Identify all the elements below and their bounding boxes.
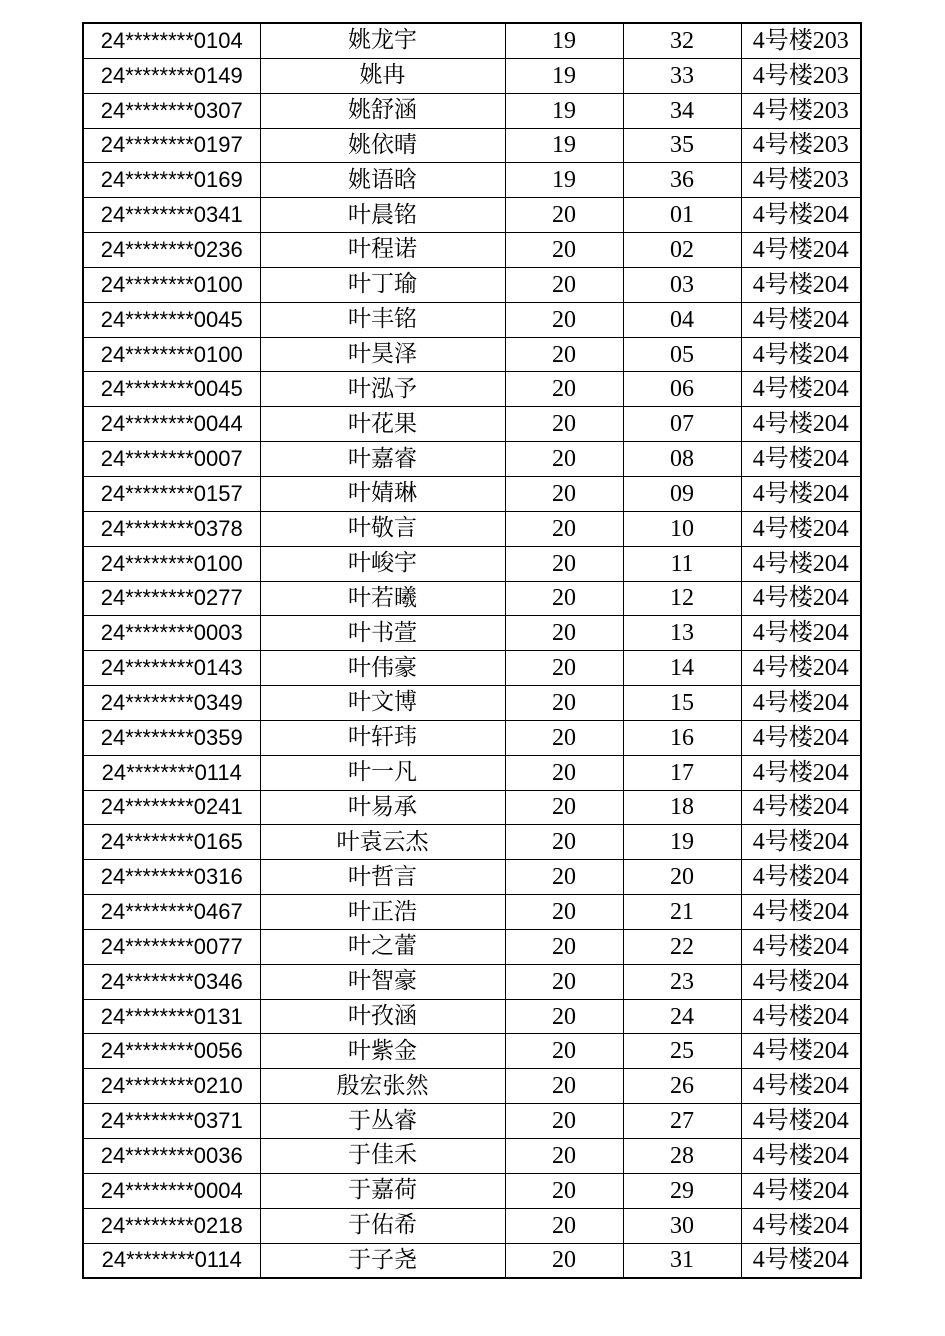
student-id-cell: 24********0131 — [83, 999, 260, 1034]
student-name-cell: 叶文博 — [260, 686, 505, 721]
exam-room-cell: 20 — [505, 616, 623, 651]
student-id-cell: 24********0241 — [83, 790, 260, 825]
location-cell: 4号楼204 — [741, 825, 861, 860]
student-id-cell: 24********0165 — [83, 825, 260, 860]
seat-number-cell: 02 — [623, 233, 741, 268]
student-name-cell: 叶花果 — [260, 407, 505, 442]
student-id-cell: 24********0371 — [83, 1104, 260, 1139]
location-cell: 4号楼203 — [741, 163, 861, 198]
exam-room-cell: 20 — [505, 442, 623, 477]
student-id-cell: 24********0149 — [83, 58, 260, 93]
location-cell: 4号楼204 — [741, 511, 861, 546]
exam-room-cell: 20 — [505, 233, 623, 268]
table-row — [83, 511, 861, 546]
student-id-cell: 24********0007 — [83, 442, 260, 477]
student-name-cell: 叶泓予 — [260, 372, 505, 407]
student-id-cell: 24********0004 — [83, 1173, 260, 1208]
seat-number-cell: 34 — [623, 93, 741, 128]
table-row — [83, 1208, 861, 1243]
seat-number-cell: 17 — [623, 755, 741, 790]
seat-number-cell: 20 — [623, 860, 741, 895]
table-body — [83, 23, 861, 1278]
exam-room-cell: 20 — [505, 895, 623, 930]
table-row — [83, 198, 861, 233]
student-name-cell: 叶丰铭 — [260, 302, 505, 337]
exam-room-cell: 19 — [505, 58, 623, 93]
location-cell: 4号楼204 — [741, 1243, 861, 1278]
seat-number-cell: 25 — [623, 1034, 741, 1069]
exam-room-cell: 20 — [505, 651, 623, 686]
exam-room-cell: 20 — [505, 1034, 623, 1069]
student-name-cell: 叶书萱 — [260, 616, 505, 651]
exam-room-cell: 19 — [505, 23, 623, 58]
student-id-cell: 24********0346 — [83, 964, 260, 999]
exam-room-cell: 20 — [505, 720, 623, 755]
exam-room-cell: 20 — [505, 1208, 623, 1243]
seat-number-cell: 04 — [623, 302, 741, 337]
student-name-cell: 叶婧琳 — [260, 476, 505, 511]
student-id-cell: 24********0077 — [83, 929, 260, 964]
seat-number-cell: 03 — [623, 267, 741, 302]
student-name-cell: 于嘉荷 — [260, 1173, 505, 1208]
student-id-cell: 24********0100 — [83, 546, 260, 581]
student-id-cell: 24********0003 — [83, 616, 260, 651]
student-name-cell: 叶正浩 — [260, 895, 505, 930]
location-cell: 4号楼204 — [741, 616, 861, 651]
exam-room-cell: 20 — [505, 999, 623, 1034]
student-id-cell: 24********0210 — [83, 1069, 260, 1104]
table-row — [83, 267, 861, 302]
seat-number-cell: 14 — [623, 651, 741, 686]
seat-number-cell: 06 — [623, 372, 741, 407]
table-row — [83, 720, 861, 755]
seat-number-cell: 33 — [623, 58, 741, 93]
seat-number-cell: 21 — [623, 895, 741, 930]
student-id-cell: 24********0169 — [83, 163, 260, 198]
location-cell: 4号楼204 — [741, 895, 861, 930]
student-id-cell: 24********0341 — [83, 198, 260, 233]
location-cell: 4号楼204 — [741, 999, 861, 1034]
student-id-cell: 24********0044 — [83, 407, 260, 442]
table-row — [83, 1034, 861, 1069]
exam-room-cell: 20 — [505, 686, 623, 721]
table-row — [83, 686, 861, 721]
location-cell: 4号楼204 — [741, 1173, 861, 1208]
seat-number-cell: 29 — [623, 1173, 741, 1208]
table-row — [83, 895, 861, 930]
location-cell: 4号楼203 — [741, 23, 861, 58]
location-cell: 4号楼204 — [741, 1104, 861, 1139]
location-cell: 4号楼204 — [741, 407, 861, 442]
location-cell: 4号楼204 — [741, 1139, 861, 1174]
exam-room-cell: 20 — [505, 1069, 623, 1104]
table-row — [83, 407, 861, 442]
location-cell: 4号楼203 — [741, 58, 861, 93]
seat-number-cell: 05 — [623, 337, 741, 372]
student-id-cell: 24********0104 — [83, 23, 260, 58]
table-row — [83, 581, 861, 616]
student-name-cell: 叶若曦 — [260, 581, 505, 616]
seat-number-cell: 35 — [623, 128, 741, 163]
exam-room-cell: 20 — [505, 581, 623, 616]
table-row — [83, 860, 861, 895]
table-row — [83, 128, 861, 163]
table-row — [83, 790, 861, 825]
student-name-cell: 叶一凡 — [260, 755, 505, 790]
location-cell: 4号楼204 — [741, 720, 861, 755]
student-name-cell: 姚依晴 — [260, 128, 505, 163]
student-id-cell: 24********0114 — [83, 755, 260, 790]
student-name-cell: 叶丁瑜 — [260, 267, 505, 302]
seat-number-cell: 18 — [623, 790, 741, 825]
table-row — [83, 93, 861, 128]
student-name-cell: 叶易承 — [260, 790, 505, 825]
seat-number-cell: 26 — [623, 1069, 741, 1104]
location-cell: 4号楼204 — [741, 790, 861, 825]
exam-room-cell: 20 — [505, 546, 623, 581]
location-cell: 4号楼203 — [741, 93, 861, 128]
student-name-cell: 叶孜涵 — [260, 999, 505, 1034]
student-id-cell: 24********0277 — [83, 581, 260, 616]
table-row — [83, 1173, 861, 1208]
student-name-cell: 叶伟豪 — [260, 651, 505, 686]
exam-room-cell: 20 — [505, 964, 623, 999]
table-row — [83, 546, 861, 581]
table-row — [83, 1243, 861, 1278]
student-id-cell: 24********0045 — [83, 372, 260, 407]
exam-room-cell: 20 — [505, 929, 623, 964]
table-row — [83, 1139, 861, 1174]
location-cell: 4号楼204 — [741, 1069, 861, 1104]
seat-number-cell: 09 — [623, 476, 741, 511]
student-name-cell: 殷宏张然 — [260, 1069, 505, 1104]
seat-number-cell: 19 — [623, 825, 741, 860]
table-row — [83, 442, 861, 477]
student-id-cell: 24********0197 — [83, 128, 260, 163]
location-cell: 4号楼204 — [741, 755, 861, 790]
location-cell: 4号楼204 — [741, 1208, 861, 1243]
exam-room-cell: 20 — [505, 1243, 623, 1278]
table-row — [83, 1069, 861, 1104]
seat-number-cell: 16 — [623, 720, 741, 755]
seat-number-cell: 15 — [623, 686, 741, 721]
student-id-cell: 24********0056 — [83, 1034, 260, 1069]
student-name-cell: 于佳禾 — [260, 1139, 505, 1174]
location-cell: 4号楼204 — [741, 546, 861, 581]
table-row — [83, 302, 861, 337]
location-cell: 4号楼204 — [741, 233, 861, 268]
location-cell: 4号楼204 — [741, 581, 861, 616]
exam-room-cell: 20 — [505, 407, 623, 442]
table-row — [83, 233, 861, 268]
location-cell: 4号楼204 — [741, 198, 861, 233]
exam-room-cell: 20 — [505, 198, 623, 233]
exam-room-cell: 20 — [505, 1139, 623, 1174]
table-row — [83, 616, 861, 651]
exam-room-cell: 20 — [505, 860, 623, 895]
exam-room-cell: 19 — [505, 163, 623, 198]
table-row — [83, 964, 861, 999]
table-row — [83, 163, 861, 198]
seat-number-cell: 23 — [623, 964, 741, 999]
student-name-cell: 姚语晗 — [260, 163, 505, 198]
student-id-cell: 24********0100 — [83, 337, 260, 372]
location-cell: 4号楼204 — [741, 1034, 861, 1069]
seat-number-cell: 30 — [623, 1208, 741, 1243]
exam-seating-table — [82, 22, 862, 1279]
student-name-cell: 叶程诺 — [260, 233, 505, 268]
exam-room-cell: 20 — [505, 1173, 623, 1208]
student-name-cell: 叶哲言 — [260, 860, 505, 895]
location-cell: 4号楼204 — [741, 651, 861, 686]
student-id-cell: 24********0143 — [83, 651, 260, 686]
table-row — [83, 999, 861, 1034]
table-row — [83, 1104, 861, 1139]
exam-room-cell: 20 — [505, 511, 623, 546]
exam-room-cell: 20 — [505, 825, 623, 860]
exam-room-cell: 19 — [505, 128, 623, 163]
student-name-cell: 姚冉 — [260, 58, 505, 93]
table-row — [83, 755, 861, 790]
student-id-cell: 24********0467 — [83, 895, 260, 930]
student-name-cell: 叶嘉睿 — [260, 442, 505, 477]
student-name-cell: 叶之蕾 — [260, 929, 505, 964]
seat-number-cell: 32 — [623, 23, 741, 58]
location-cell: 4号楼204 — [741, 929, 861, 964]
location-cell: 4号楼204 — [741, 442, 861, 477]
seat-number-cell: 13 — [623, 616, 741, 651]
student-id-cell: 24********0359 — [83, 720, 260, 755]
student-name-cell: 于子尧 — [260, 1243, 505, 1278]
exam-room-cell: 20 — [505, 267, 623, 302]
table-row — [83, 929, 861, 964]
exam-room-cell: 20 — [505, 755, 623, 790]
table-row — [83, 651, 861, 686]
location-cell: 4号楼204 — [741, 267, 861, 302]
exam-room-cell: 20 — [505, 1104, 623, 1139]
student-name-cell: 姚舒涵 — [260, 93, 505, 128]
table-row — [83, 337, 861, 372]
seat-number-cell: 36 — [623, 163, 741, 198]
student-id-cell: 24********0157 — [83, 476, 260, 511]
location-cell: 4号楼203 — [741, 128, 861, 163]
student-id-cell: 24********0218 — [83, 1208, 260, 1243]
student-id-cell: 24********0349 — [83, 686, 260, 721]
exam-room-cell: 20 — [505, 337, 623, 372]
table-row — [83, 825, 861, 860]
exam-room-cell: 19 — [505, 93, 623, 128]
exam-room-cell: 20 — [505, 790, 623, 825]
student-id-cell: 24********0307 — [83, 93, 260, 128]
seat-number-cell: 27 — [623, 1104, 741, 1139]
location-cell: 4号楼204 — [741, 476, 861, 511]
seat-number-cell: 28 — [623, 1139, 741, 1174]
student-id-cell: 24********0236 — [83, 233, 260, 268]
location-cell: 4号楼204 — [741, 372, 861, 407]
seat-number-cell: 24 — [623, 999, 741, 1034]
exam-room-cell: 20 — [505, 372, 623, 407]
seat-number-cell: 01 — [623, 198, 741, 233]
table-row — [83, 476, 861, 511]
seat-number-cell: 12 — [623, 581, 741, 616]
location-cell: 4号楼204 — [741, 964, 861, 999]
student-name-cell: 叶敬言 — [260, 511, 505, 546]
student-id-cell: 24********0114 — [83, 1243, 260, 1278]
seat-number-cell: 11 — [623, 546, 741, 581]
student-id-cell: 24********0100 — [83, 267, 260, 302]
seat-number-cell: 10 — [623, 511, 741, 546]
seat-number-cell: 07 — [623, 407, 741, 442]
student-id-cell: 24********0045 — [83, 302, 260, 337]
student-name-cell: 叶紫金 — [260, 1034, 505, 1069]
location-cell: 4号楼204 — [741, 686, 861, 721]
table-row — [83, 372, 861, 407]
student-id-cell: 24********0316 — [83, 860, 260, 895]
location-cell: 4号楼204 — [741, 860, 861, 895]
student-id-cell: 24********0378 — [83, 511, 260, 546]
student-name-cell: 于佑希 — [260, 1208, 505, 1243]
location-cell: 4号楼204 — [741, 337, 861, 372]
exam-room-cell: 20 — [505, 476, 623, 511]
location-cell: 4号楼204 — [741, 302, 861, 337]
student-name-cell: 叶昊泽 — [260, 337, 505, 372]
table-row — [83, 23, 861, 58]
student-name-cell: 叶袁云杰 — [260, 825, 505, 860]
table-row — [83, 58, 861, 93]
exam-room-cell: 20 — [505, 302, 623, 337]
student-name-cell: 叶轩玮 — [260, 720, 505, 755]
seat-number-cell: 22 — [623, 929, 741, 964]
student-id-cell: 24********0036 — [83, 1139, 260, 1174]
student-name-cell: 于丛睿 — [260, 1104, 505, 1139]
seat-number-cell: 31 — [623, 1243, 741, 1278]
student-name-cell: 姚龙宇 — [260, 23, 505, 58]
student-name-cell: 叶晨铭 — [260, 198, 505, 233]
student-name-cell: 叶智豪 — [260, 964, 505, 999]
seat-number-cell: 08 — [623, 442, 741, 477]
student-name-cell: 叶峻宇 — [260, 546, 505, 581]
